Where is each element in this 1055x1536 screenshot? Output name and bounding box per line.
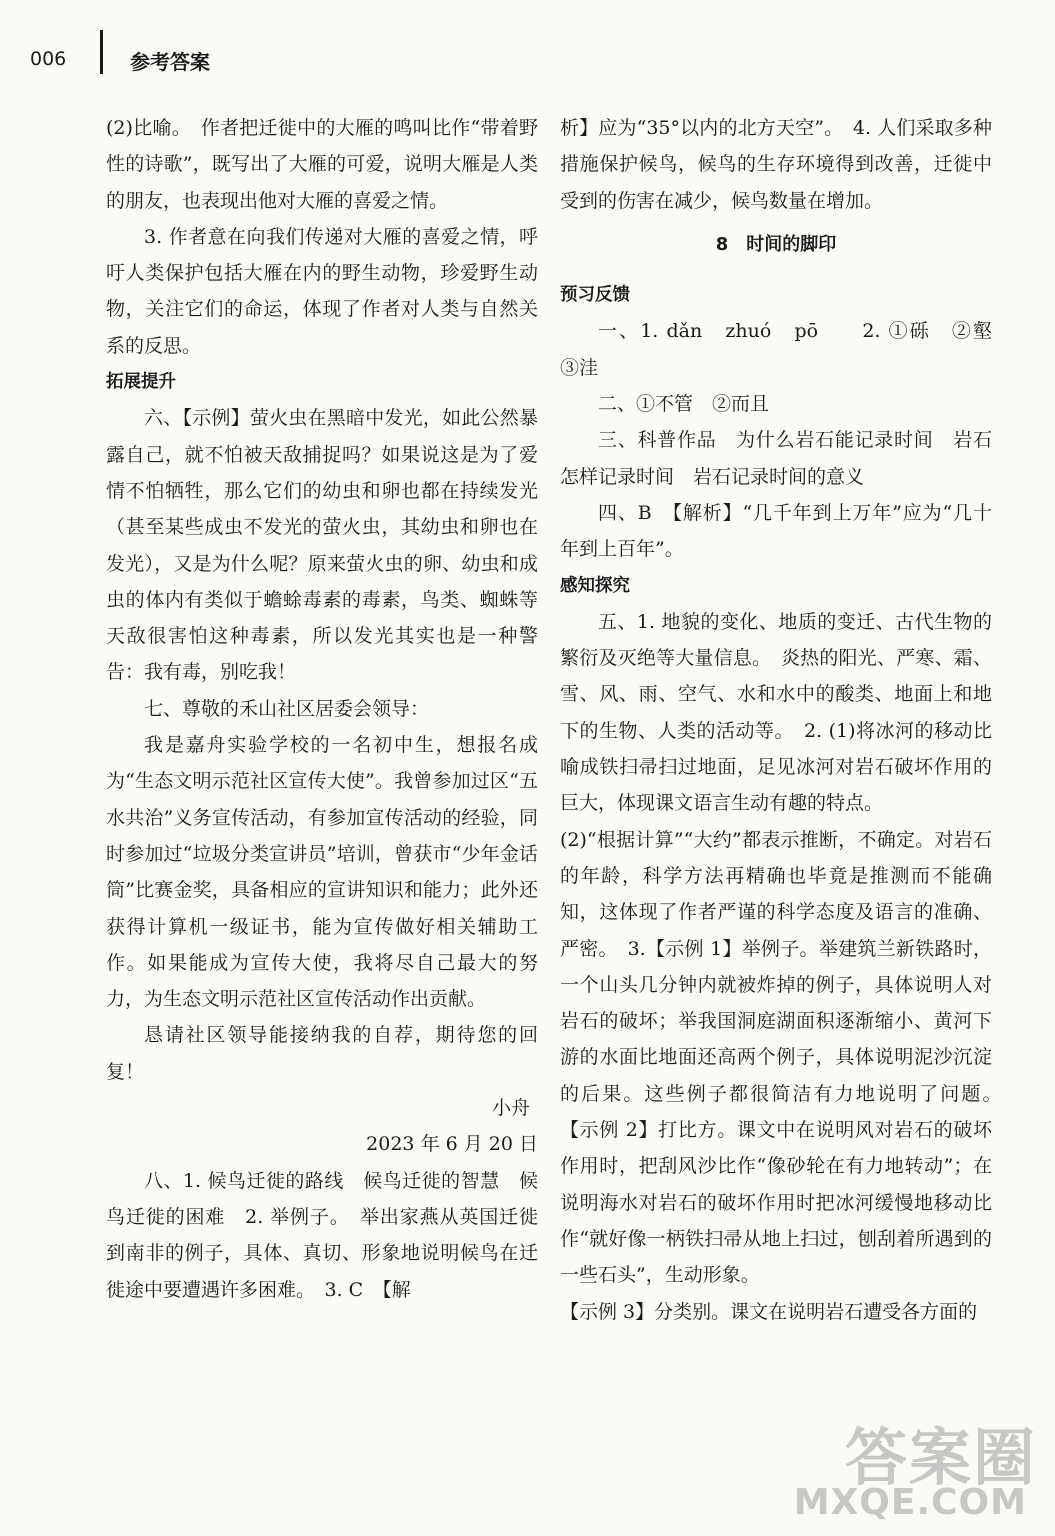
paragraph: 小舟 <box>491 1097 530 1120</box>
paragraph: 【示例 3】分类别。课文在说明岩石遭受各方面的 <box>560 1300 978 1323</box>
watermark-sub: MXQE.COM <box>793 1482 1027 1523</box>
paragraph: 二、①不管 ②而且 <box>598 393 770 416</box>
watermark-main: 答案圈 <box>844 1421 1037 1494</box>
paragraph: (2)比喻。 作者把迁徙中的大雁的鸣叫比作“带着野性的诗歌”，既写出了大雁的可爱，说明大雁是人类的朋友，也表现出他对大雁的喜爱之情。 <box>106 117 538 212</box>
paragraph: 恳请社区领导能接纳我的自荐，期待您的回复！ <box>106 1024 538 1083</box>
paragraph: 五、1. 地貌的变化、地质的变迁、古代生物的繁衍及灭绝等大量信息。 炎热的阳光、严寒、霜、雪、风、雨、空气、水和水中的酸类、地面上和地下的生物、人类的活动等。 2. (1)将冰河的移动比喻成铁扫帚扫过地面，足见冰河对岩石破坏作用的巨大，体现课文语言生动有趣的特点。 <box>560 610 992 815</box>
header-divider <box>100 30 103 74</box>
paragraph: 一、1. dǎn zhuó pō 2. ①砾 ②壑 ③洼 <box>560 320 1012 379</box>
paragraph: 析】应为“35°以内的北方天空”。 4. 人们采取多种措施保护候鸟，候鸟的生存环境得到改善，迁徙中受到的伤害在减少，候鸟数量在增加。 <box>560 117 992 212</box>
paragraph: 六、【示例】萤火虫在黑暗中发光，如此公然暴露自己，就不怕被天敌捕捉吗？如果说这是为了爱情不怕牺牲，那么它们的幼虫和卵也都在持续发光（甚至某些成虫不发光的萤火虫，其幼虫和卵也在发光），又是为什么呢？原来萤火虫的卵、幼虫和成虫的体内有类似于蟾蜍毒素的毒素，鸟类、蜘蛛等天敌很害怕这种毒素，所以发光其实也是一种警告：我有毒，别吃我！ <box>106 407 538 684</box>
paragraph: (2)“根据计算”“大约”都表示推断，不确定。对岩石的年龄，科学方法再精确也毕竟是推测而不能确知，这体现了作者严谨的科学态度及语言的准确、严密。 3.【示例 1】举例子。举建筑兰新铁路时，一个山头几分钟内就被炸掉的例子，具体说明人对岩石的破坏；举我国洞庭湖面积逐渐缩小、黄河下游的水面比地面还高两个例子，具体说明泥沙沉淀的后果。这些例子都很简洁有力地说明了问题。 【示例 2】打比方。课文中在说明风对岩石的破坏作用时，把刮风沙比作“像砂轮在有力地转动”；在说明海水对岩石的破坏作用时把冰河缓慢地移动比作“就好像一柄铁扫帚从地上扫过，刨刮着所遇到的一些石头”，生动形象。 <box>560 828 1012 1287</box>
left-column <box>106 110 538 1308</box>
section-heading: 拓展提升 <box>106 372 176 393</box>
section-heading: 预习反馈 <box>560 285 630 306</box>
paragraph: 2023 年 6 月 20 日 <box>366 1133 538 1156</box>
page-title: 参考答案 <box>130 50 210 74</box>
paragraph: 八、1. 候鸟迁徙的路线 候鸟迁徙的智慧 候鸟迁徙的困难 2. 举例子。 举出家燕从英国迁徙到南非的例子，具体、真切、形象地说明候鸟在迁徙途中要遭遇许多困难。 3. C 【解 <box>106 1169 538 1301</box>
right-column <box>560 110 1012 1330</box>
paragraph: 四、B 【解析】“几千年到上万年”应为“几十年到上百年”。 <box>560 501 992 561</box>
section-heading: 感知探究 <box>560 575 630 596</box>
paragraph: 三、科普作品 为什么岩石能记录时间 岩石怎样记录时间 岩石记录时间的意义 <box>560 429 992 488</box>
chapter-title: 8 时间的脚印 <box>715 233 837 255</box>
watermark-logo <box>793 1408 1037 1528</box>
paragraph: 七、尊敬的禾山社区居委会领导： <box>144 697 430 720</box>
page-number: 006 <box>30 48 67 70</box>
paragraph: 3. 作者意在向我们传递对大雁的喜爱之情，呼吁人类保护包括大雁在内的野生动物，珍爱野生动物，关注它们的命运，体现了作者对人类与自然关系的反思。 <box>106 225 538 357</box>
paragraph: 我是嘉舟实验学校的一名初中生，想报名成为“生态文明示范社区宣传大使”。我曾参加过区“五水共治”义务宣传活动，有参加宣传活动的经验，同时参加过“垃圾分类宣讲员”培训，曾获市“少年金话筒”比赛金奖，具备相应的宣讲知识和能力；此外还获得计算机一级证书，能为宣传做好相关辅助工作。如果能成为宣传大使，我将尽自己最大的努力，为生态文明示范社区宣传活动作出贡献。 <box>106 734 538 1011</box>
